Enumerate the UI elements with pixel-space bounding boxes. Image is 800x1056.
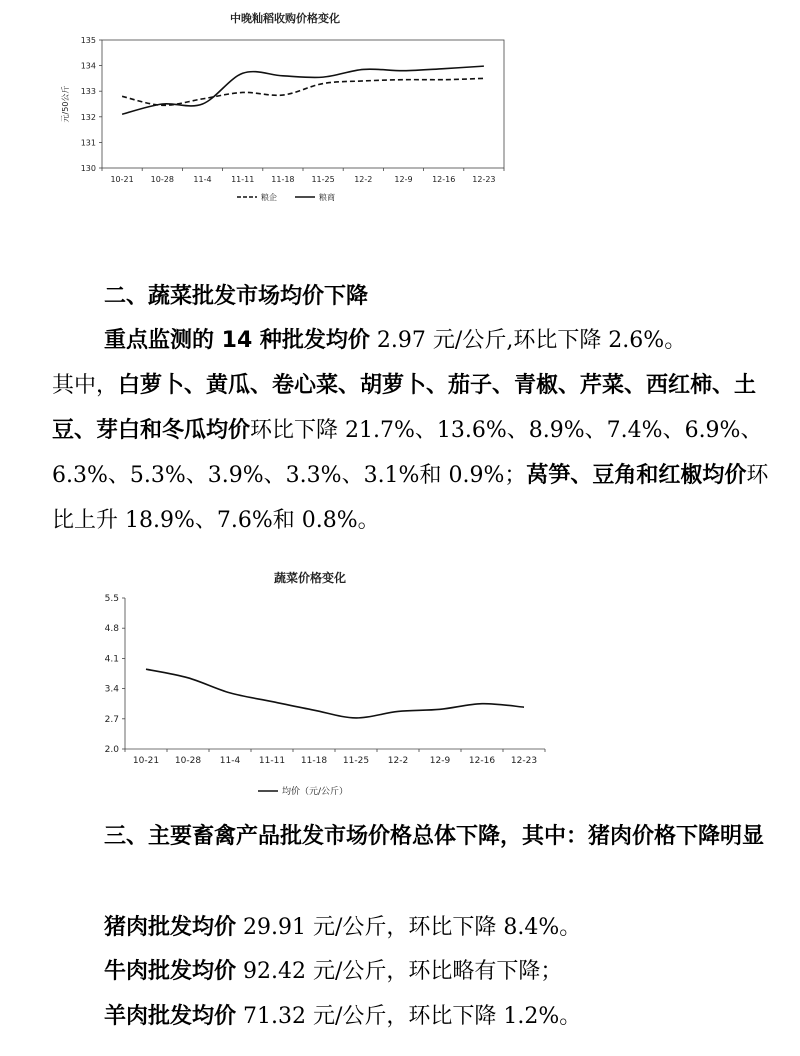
section2-p2-text2: 环比上升 18.9%、7.6%和 0.8%。 [52, 463, 769, 533]
mutton-label: 羊肉批发均价 [104, 1004, 237, 1029]
section2-p2-text: 环比下降 21.7%、13.6%、8.9%、7.4%、6.9%、6.3%、5.3%、3.9%、3.3%、3.1%和 0.9%； [52, 418, 763, 488]
section3-heading: 三、主要畜禽产品批发市场价格总体下降，其中：猪肉价格下降明显 [104, 824, 765, 849]
y-tick-label: 5.5 [104, 594, 119, 604]
y-tick-label: 133 [80, 87, 96, 97]
chart-title: 蔬菜价格变化 [273, 571, 347, 585]
chart-title: 中晚籼稻收购价格变化 [230, 12, 340, 25]
y-tick-label: 130 [80, 164, 96, 173]
section2-p1-bold: 重点监测的 14 种批发均价 [104, 328, 370, 353]
series-line-0 [122, 78, 484, 105]
section2-p1-text: 2.97 元/公斤,环比下降 2.6%。 [369, 328, 687, 353]
x-tick-label: 11-25 [342, 756, 370, 766]
y-tick-label: 131 [80, 138, 96, 148]
rice-price-chart [52, 0, 532, 215]
rice-price-chart-svg [52, 0, 532, 215]
x-tick-label: 10-28 [174, 756, 202, 766]
y-tick-label: 3.4 [104, 684, 119, 695]
x-tick-label: 11-18 [271, 175, 295, 184]
y-tick-label: 132 [80, 112, 96, 122]
y-tick-label: 4.1 [104, 654, 119, 665]
section2-p2-bold2: 莴笋、豆角和红椒均价 [526, 463, 747, 488]
legend-label: 粮企 [261, 193, 277, 202]
x-tick-label: 10-28 [150, 175, 174, 184]
x-tick-label: 12-23 [472, 175, 496, 184]
x-tick-label: 12-2 [354, 175, 373, 184]
x-tick-label: 12-2 [387, 756, 409, 766]
x-tick-label: 12-16 [468, 756, 496, 766]
x-tick-label: 10-21 [110, 175, 134, 184]
section2-paragraph-2 [52, 363, 772, 543]
mutton-price-line [104, 1002, 581, 1032]
pork-value: 29.91 元/公斤，环比下降 8.4%。 [236, 915, 582, 940]
vegetable-price-chart-svg [80, 560, 560, 810]
vegetable-price-chart [80, 560, 560, 810]
y-axis-label: 元/50公斤 [61, 85, 70, 123]
mutton-value: 71.32 元/公斤，环比下降 1.2%。 [236, 1004, 582, 1029]
x-tick-label: 11-4 [193, 175, 212, 184]
y-tick-label: 4.8 [104, 624, 119, 635]
x-tick-label: 11-18 [300, 756, 328, 766]
pork-price-line [104, 913, 581, 943]
beef-value: 92.42 元/公斤，环比略有下降； [236, 959, 563, 984]
x-tick-label: 11-4 [219, 756, 241, 766]
x-tick-label: 12-9 [394, 175, 413, 184]
legend-label: 粮商 [319, 193, 335, 202]
section2-p2-bold: 白萝卜、黄瓜、卷心菜、胡萝卜、茄子、青椒、芹菜、西红柿、土豆、芽白和冬瓜均价 [52, 373, 757, 443]
beef-label: 牛肉批发均价 [104, 959, 237, 984]
section2-heading: 二、蔬菜批发市场均价下降 [104, 284, 369, 309]
x-tick-label: 11-25 [311, 175, 335, 184]
y-tick-label: 135 [80, 36, 96, 45]
x-tick-label: 11-11 [258, 756, 286, 766]
beef-price-line [104, 957, 562, 987]
section2-p2-lead: 其中， [52, 373, 119, 398]
x-tick-label: 12-23 [510, 756, 538, 766]
y-tick-label: 2.0 [104, 745, 119, 755]
series-line-0 [146, 669, 524, 718]
pork-label: 猪肉批发均价 [104, 915, 237, 940]
series-line-1 [122, 66, 484, 114]
x-tick-label: 12-9 [429, 756, 451, 766]
x-tick-label: 11-11 [231, 175, 255, 184]
y-tick-label: 2.7 [104, 714, 119, 725]
section2-paragraph-1 [52, 318, 772, 363]
x-tick-label: 12-16 [432, 175, 456, 184]
x-tick-label: 10-21 [132, 756, 160, 766]
y-tick-label: 134 [80, 61, 96, 71]
legend-label: 均价（元/公斤） [282, 787, 349, 797]
